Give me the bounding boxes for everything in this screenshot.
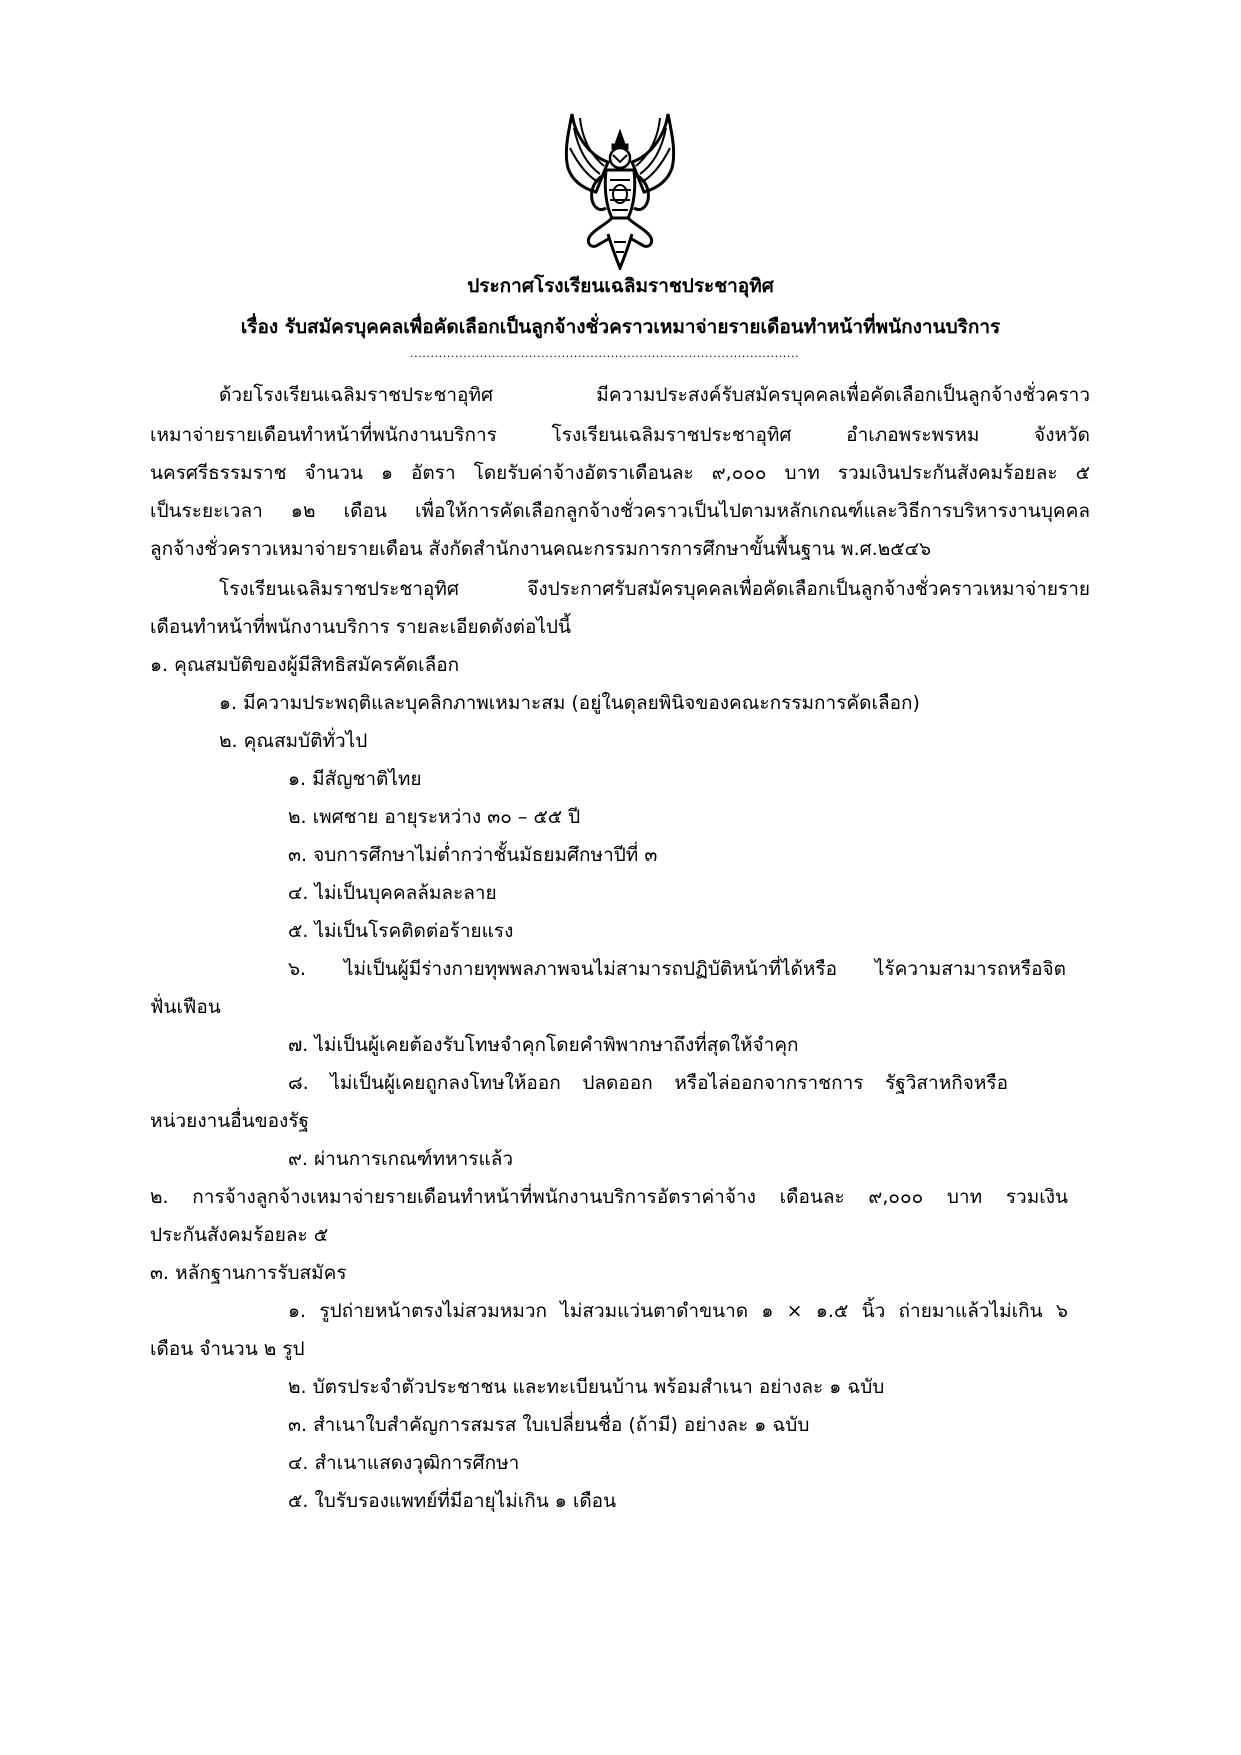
document-item: ๕. ใบรับรองแพทย์ที่มีอายุไม่เกิน ๑ เดือน <box>288 1490 617 1512</box>
document-item: ๒. บัตรประจำตัวประชาชน และทะเบียนบ้าน พร้อมสำเนา อย่างละ ๑ ฉบับ <box>288 1376 885 1398</box>
paragraph-line: เดือนทำหน้าที่พนักงานบริการ รายละเอียดดังต่อไปนี้ <box>150 616 571 638</box>
paragraph-line: เป็นระยะเวลา ๑๒ เดือน เพื่อให้การคัดเลือกลูกจ้างชั่วคราวเป็นไปตามหลักเกณฑ์และวิธีการบริหารงานบุคคล <box>150 500 1090 522</box>
qualification-item: ๕. ไม่เป็นโรคติดต่อร้ายแรง <box>288 920 514 942</box>
qualification-item: ๙. ผ่านการเกณฑ์ทหารแล้ว <box>288 1148 514 1170</box>
qualification-item-continued: หน่วยงานอื่นของรัฐ <box>150 1110 310 1132</box>
document-item: ๔. สำเนาแสดงวุฒิการศึกษา <box>288 1452 520 1474</box>
qualification-item: ๔. ไม่เป็นบุคคลล้มละลาย <box>288 882 497 904</box>
qualification-item: ๗. ไม่เป็นผู้เคยต้องรับโทษจำคุกโดยคำพิพากษาถึงที่สุดให้จำคุก <box>288 1034 799 1056</box>
paragraph-line: นครศรีธรรมราช จำนวน ๑ อัตรา โดยรับค่าจ้างอัตราเดือนละ ๙,๐๐๐ บาท รวมเงินประกันสังคมร้อยละ ๕ <box>150 462 1090 484</box>
document-item: ๑. รูปถ่ายหน้าตรงไม่สวมหมวก ไม่สวมแว่นตาดำขนาด ๑ × ๑.๕ นิ้ว ถ่ายมาแล้วไม่เกิน ๖ <box>288 1300 1068 1322</box>
paragraph-line: ลูกจ้างชั่วคราวเหมาจ่ายรายเดือน สังกัดสำนักงานคณะกรรมการการศึกษาขั้นพื้นฐาน พ.ศ.๒๕๔๖ <box>150 538 932 560</box>
qualification-item: ๒. เพศชาย อายุระหว่าง ๓๐ – ๕๕ ปี <box>288 806 581 828</box>
paragraph-line: โรงเรียนเฉลิมราชประชาอุทิศ จึงประกาศรับสมัครบุคคลเพื่อคัดเลือกเป็นลูกจ้างชั่วคราวเหมาจ่ายราย <box>219 578 1090 600</box>
section-1-item: ๑. มีความประพฤติและบุคลิกภาพเหมาะสม (อยู่ในดุลยพินิจของคณะกรรมการคัดเลือก) <box>219 692 920 714</box>
paragraph-line: เหมาจ่ายรายเดือนทำหน้าที่พนักงานบริการ โรงเรียนเฉลิมราชประชาอุทิศ อำเภอพระพรหม จังหวัด <box>150 424 1090 446</box>
qualification-item: ๑. มีสัญชาติไทย <box>288 768 422 790</box>
qualification-item: ๘. ไม่เป็นผู้เคยถูกลงโทษให้ออก ปลดออก หรือไล่ออกจากราชการ รัฐวิสาหกิจหรือ <box>288 1072 1008 1094</box>
announcement-subject: เรื่อง รับสมัครบุคคลเพื่อคัดเลือกเป็นลูกจ้างชั่วคราวเหมาจ่ายรายเดือนทำหน้าที่พนักงานบริการ <box>240 316 1001 338</box>
section-1-heading: ๑. คุณสมบัติของผู้มีสิทธิสมัครคัดเลือก <box>150 654 460 676</box>
document-item-continued: เดือน จำนวน ๒ รูป <box>150 1338 305 1360</box>
paragraph-line: ด้วยโรงเรียนเฉลิมราชประชาอุทิศ มีความประสงค์รับสมัครบุคคลเพื่อคัดเลือกเป็นลูกจ้างชั่วคราว <box>219 384 1090 406</box>
qualification-item: ๓. จบการศึกษาไม่ต่ำกว่าชั้นมัธยมศึกษาปีที่ ๓ <box>288 844 658 866</box>
section-3-heading: ๓. หลักฐานการรับสมัคร <box>150 1262 347 1284</box>
qualification-item-continued: ฟั่นเฟือน <box>150 996 221 1018</box>
announcement-title: ประกาศโรงเรียนเฉลิมราชประชาอุทิศ <box>467 275 774 297</box>
section-2-text: ประกันสังคมร้อยละ ๕ <box>150 1224 329 1246</box>
garuda-emblem <box>560 108 680 270</box>
document-item: ๓. สำเนาใบสำคัญการสมรส ใบเปลี่ยนชื่อ (ถ้ามี) อย่างละ ๑ ฉบับ <box>288 1414 810 1436</box>
section-2-text: ๒. การจ้างลูกจ้างเหมาจ่ายรายเดือนทำหน้าที่พนักงานบริการอัตราค่าจ้าง เดือนละ ๙,๐๐๐ บาท รวมเงิน <box>150 1186 1068 1208</box>
section-1-item: ๒. คุณสมบัติทั่วไป <box>219 730 368 752</box>
separator-line: ............................................................................................... <box>410 347 800 359</box>
qualification-item: ๖. ไม่เป็นผู้มีร่างกายทุพพลภาพจนไม่สามารถปฏิบัติหน้าที่ได้หรือ ไร้ความสามารถหรือจิต <box>288 958 1066 980</box>
